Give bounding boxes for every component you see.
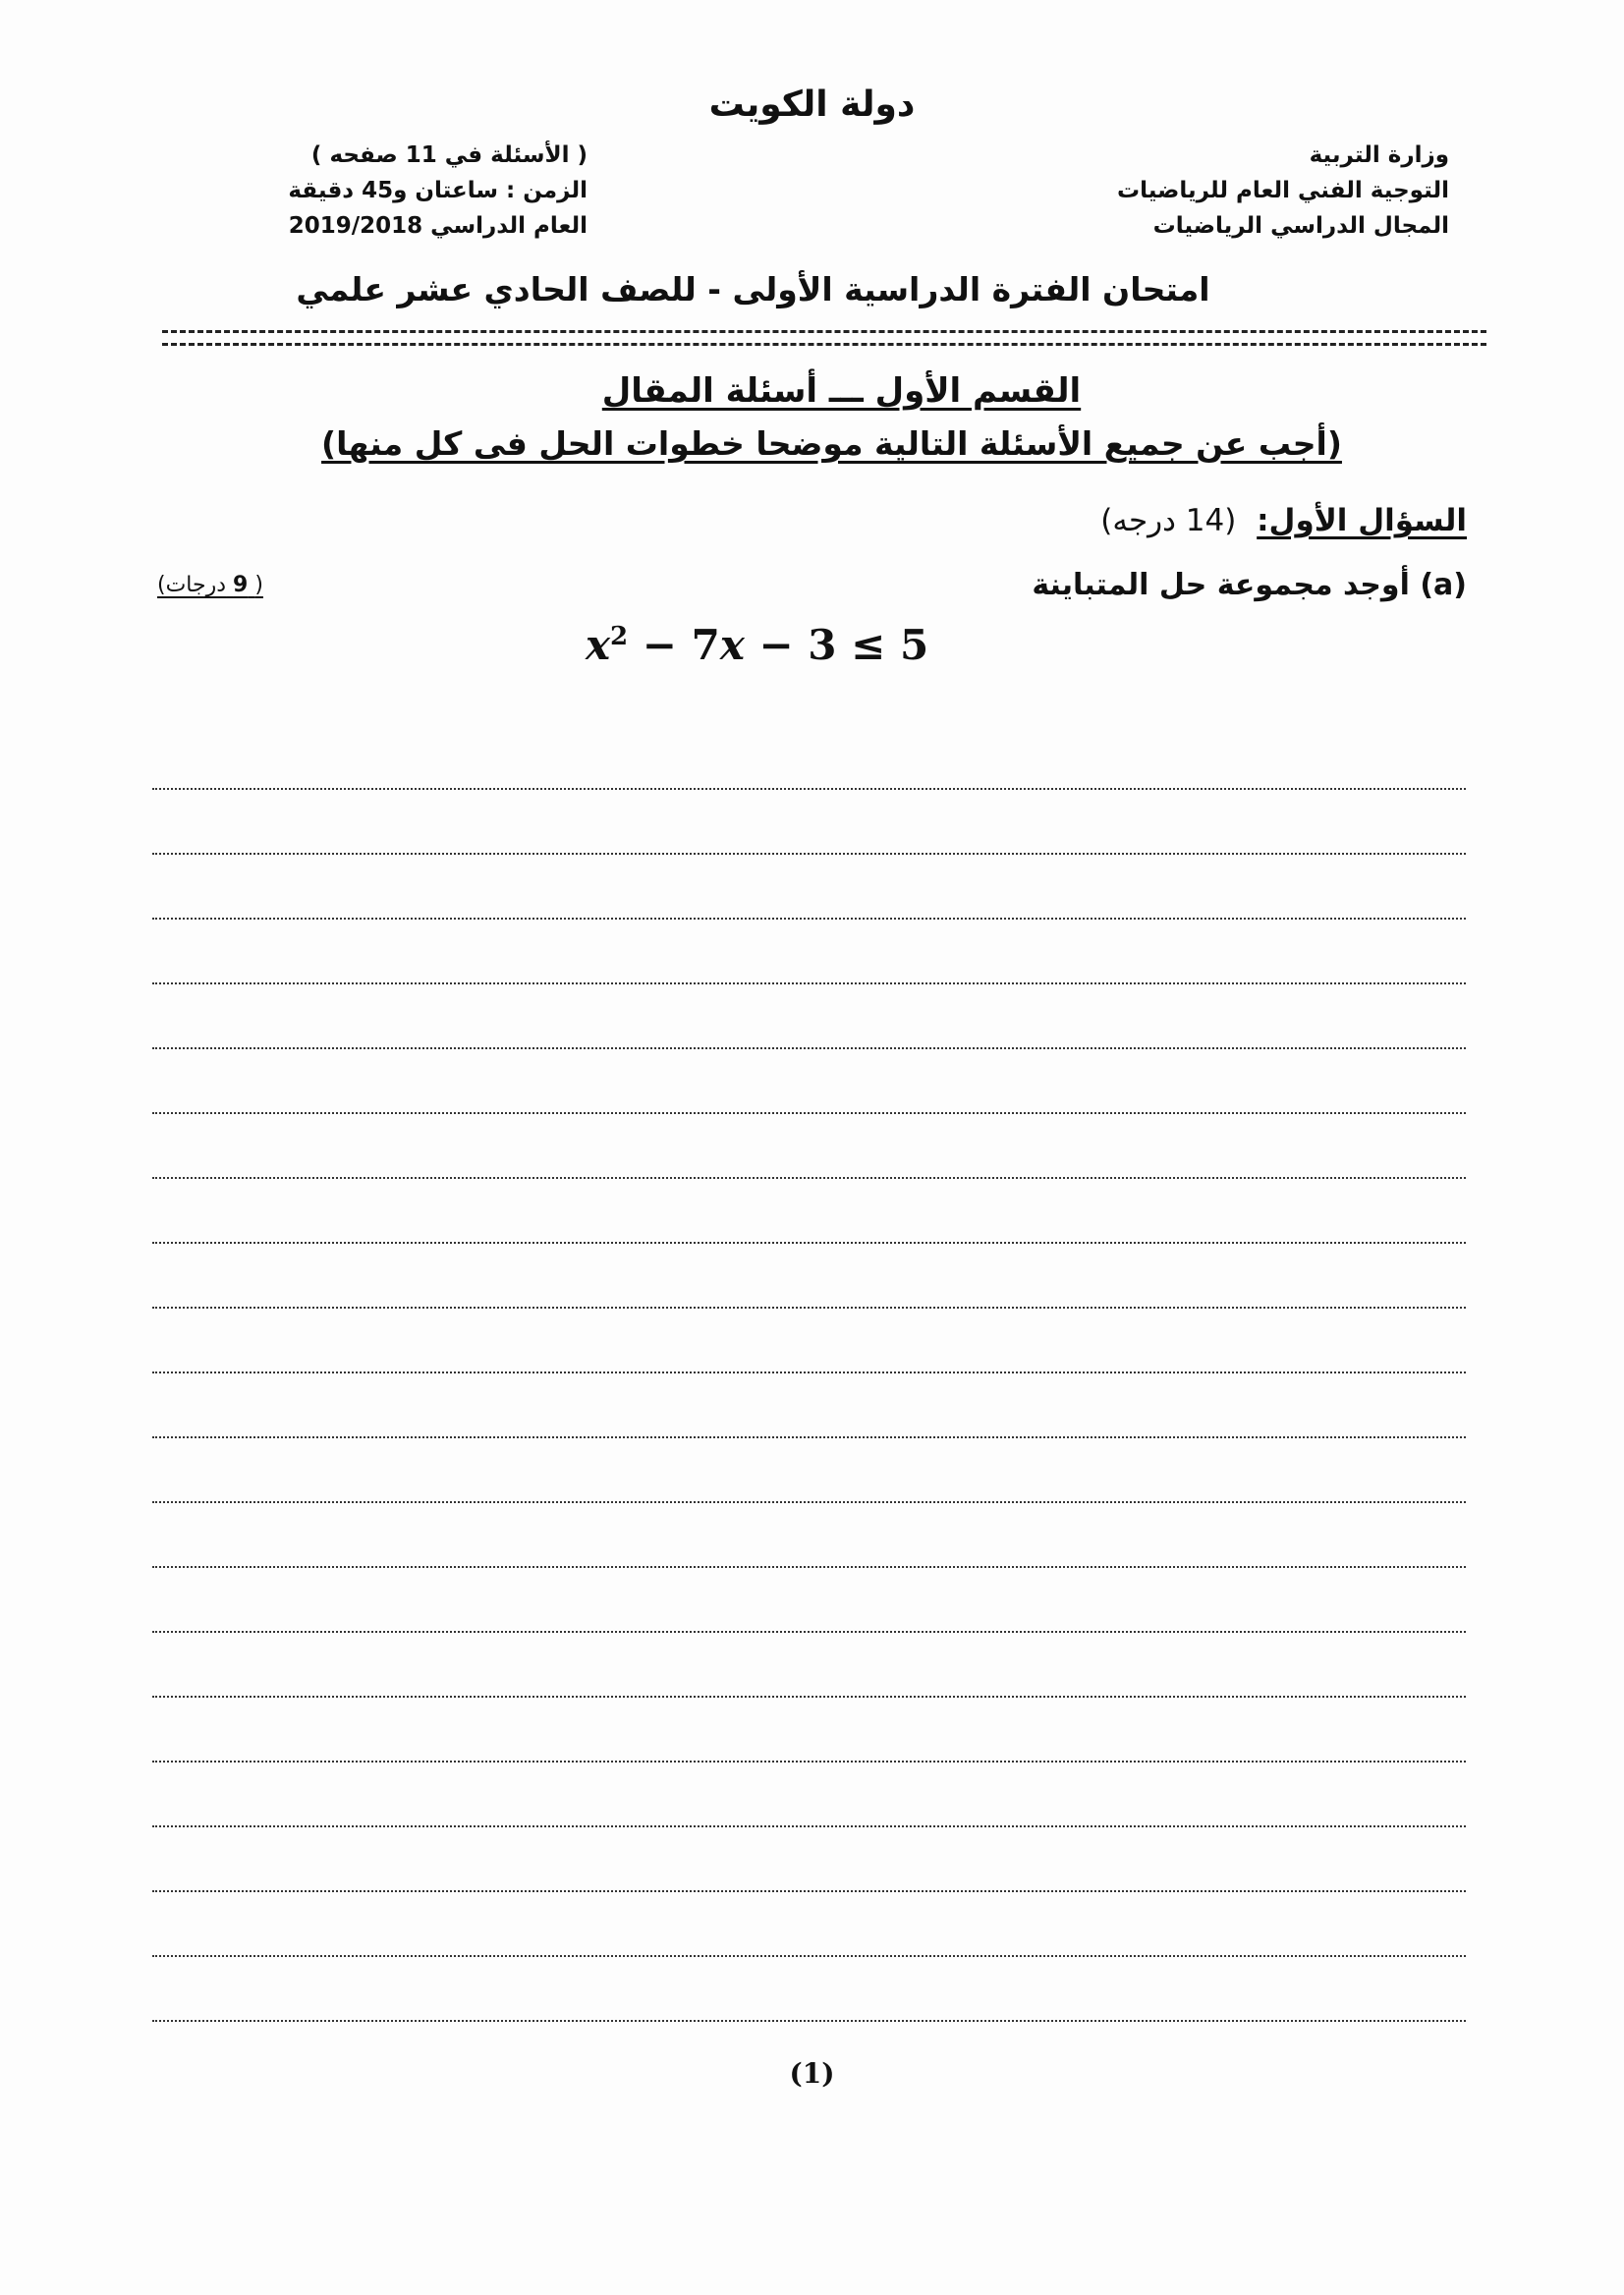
question-1-heading bbox=[1100, 503, 1467, 538]
answer-line[interactable] bbox=[152, 1633, 1466, 1698]
page-count: ( الأسئلة في 11 صفحه ) bbox=[310, 142, 588, 168]
answer-line[interactable] bbox=[152, 1179, 1466, 1244]
answer-line[interactable] bbox=[152, 920, 1466, 984]
answer-line[interactable] bbox=[152, 1244, 1466, 1309]
answer-line[interactable] bbox=[152, 725, 1466, 790]
section-instruction bbox=[0, 424, 1624, 463]
double-dashed-divider bbox=[162, 330, 1486, 346]
exam-title: امتحان الفترة الدراسية الأولى - للصف الحادي عشر علمي bbox=[296, 270, 1210, 308]
part-a-letter: (a) bbox=[1420, 568, 1467, 602]
answer-line[interactable] bbox=[152, 1503, 1466, 1568]
eq-minus-1: − bbox=[628, 621, 692, 669]
inequality-equation bbox=[586, 621, 928, 669]
eq-rhs: 5 bbox=[899, 621, 929, 669]
answer-line[interactable] bbox=[152, 1827, 1466, 1892]
answer-line[interactable] bbox=[152, 1957, 1466, 2022]
eq-var-x-2: x bbox=[719, 621, 745, 669]
part-a-marks-text: درجات) bbox=[157, 573, 227, 597]
answer-line[interactable] bbox=[152, 1438, 1466, 1503]
part-a-text: أوجد مجموعة حل المتباينة bbox=[1032, 568, 1410, 602]
academic-year: العام الدراسي 2019/2018 bbox=[288, 213, 588, 239]
answer-line[interactable] bbox=[152, 1892, 1466, 1957]
answer-line[interactable] bbox=[152, 1049, 1466, 1114]
supervision-name: التوجية الفني العام للرياضيات bbox=[1117, 178, 1449, 203]
part-a-marks-value: 9 bbox=[233, 573, 249, 597]
section-instruction-text: (أجب عن جميع الأسئلة التالية موضحا خطوات الحل فى كل منها) bbox=[321, 424, 1342, 463]
answer-line[interactable] bbox=[152, 855, 1466, 920]
eq-coefficient: 7 bbox=[691, 621, 720, 669]
country-title: دولة الكويت bbox=[708, 84, 916, 125]
header-left-block bbox=[175, 138, 588, 244]
answer-line[interactable] bbox=[152, 984, 1466, 1049]
section-title bbox=[0, 371, 1624, 411]
answer-line[interactable] bbox=[152, 1309, 1466, 1373]
page-number: (1) bbox=[789, 2057, 835, 2090]
header-right-block bbox=[899, 138, 1449, 244]
part-a-marks bbox=[157, 573, 263, 597]
answer-area[interactable] bbox=[152, 725, 1466, 2022]
question-1-label: السؤال الأول: bbox=[1257, 503, 1467, 538]
question-1a-prompt bbox=[1032, 568, 1467, 602]
section-title-text: القسم الأول ـــ أسئلة المقال bbox=[601, 371, 1082, 411]
eq-exponent: 2 bbox=[610, 622, 629, 651]
answer-line[interactable] bbox=[152, 1763, 1466, 1827]
answer-line[interactable] bbox=[152, 1114, 1466, 1179]
exam-duration: الزمن : ساعتان و45 دقيقة bbox=[288, 178, 588, 203]
part-a-marks-open: ( bbox=[254, 573, 263, 597]
eq-relation: ≤ bbox=[836, 621, 900, 669]
eq-var-x: x bbox=[586, 621, 611, 669]
ministry-name: وزارة التربية bbox=[1309, 142, 1449, 168]
question-1-marks: (14 درجه) bbox=[1100, 503, 1237, 538]
answer-line[interactable] bbox=[152, 1698, 1466, 1763]
answer-line[interactable] bbox=[152, 1568, 1466, 1633]
answer-line[interactable] bbox=[152, 790, 1466, 855]
eq-minus-2: − bbox=[744, 621, 809, 669]
eq-constant: 3 bbox=[808, 621, 837, 669]
subject-name: المجال الدراسي الرياضيات bbox=[1152, 213, 1449, 239]
answer-line[interactable] bbox=[152, 1373, 1466, 1438]
